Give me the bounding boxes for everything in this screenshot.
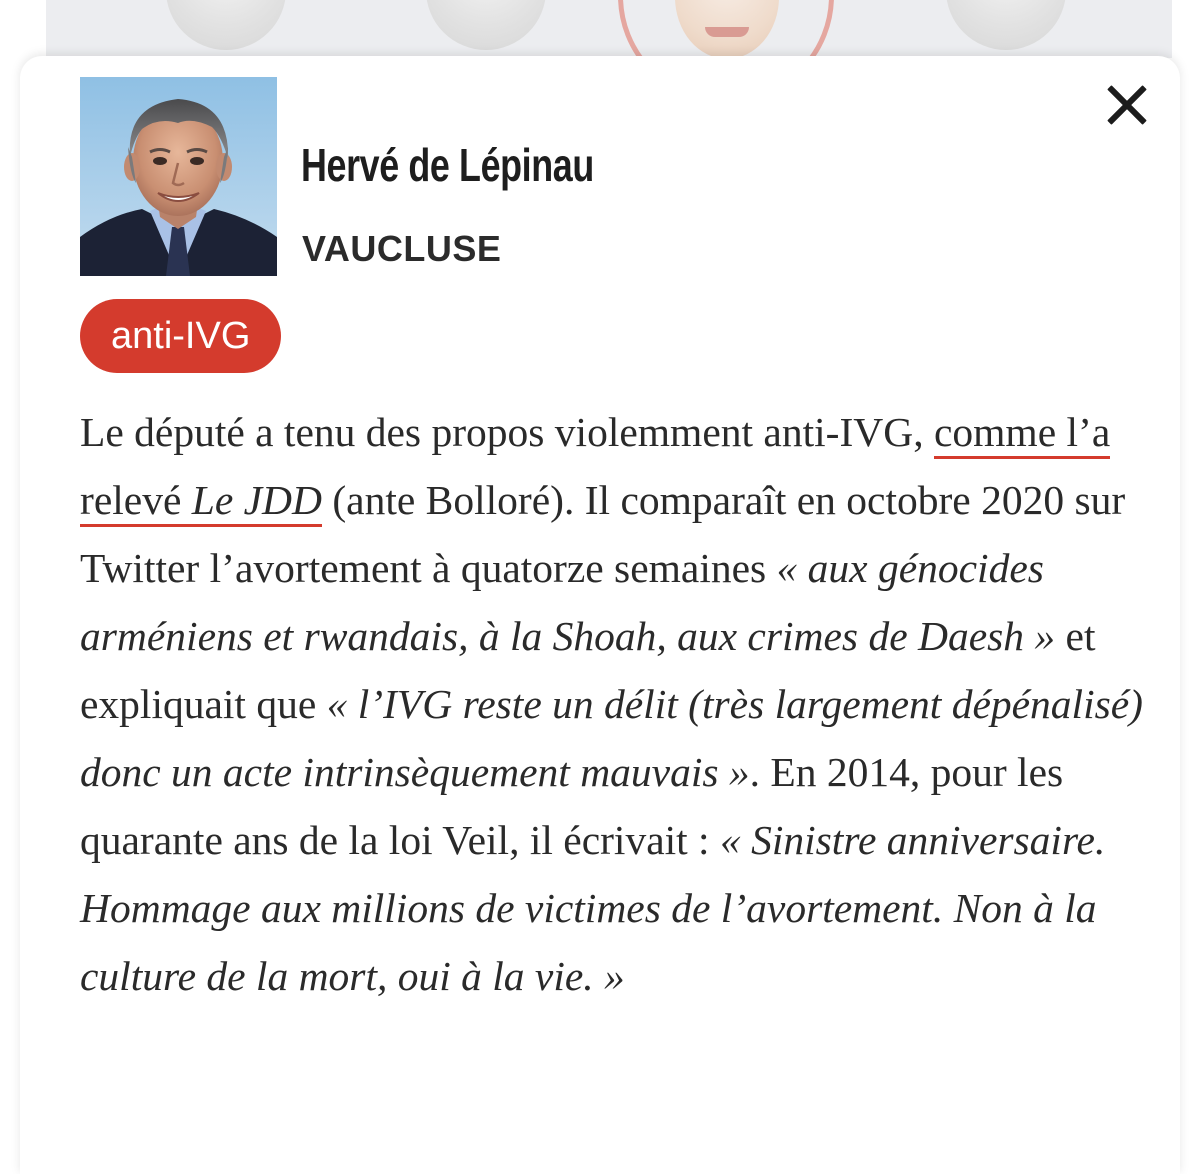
close-icon[interactable] — [1100, 78, 1154, 132]
article-text: et expliquait que — [80, 613, 1096, 727]
article-text: (ante Bolloré). Il comparaît en octobre 2020 sur Twitter l’avortement à quatorze semaines — [80, 477, 1126, 591]
status-badge: anti-IVG — [80, 299, 281, 373]
source-link-publication: Le JDD — [191, 477, 322, 523]
profile-name: Hervé de Lépinau — [301, 139, 594, 191]
background-portrait-selected — [618, 0, 834, 58]
profile-department: VAUCLUSE — [302, 228, 502, 269]
background-portrait-strip — [46, 0, 1172, 58]
article-text: Le député a tenu des propos violemment anti-IVG, — [80, 409, 934, 455]
quote-text: « aux génocides arméniens et rwandais, à la Shoah, aux crimes de Daesh » — [80, 545, 1056, 659]
article-paragraph — [80, 398, 1160, 1010]
quote-text: « Sinistre anniversaire. Hommage aux millions de victimes de l’avortement. Non à la culture de la mort, oui à la vie. » — [80, 817, 1106, 999]
article-text: . En 2014, pour les quarante ans de la loi Veil, il écrivait : — [80, 749, 1064, 863]
profile-modal — [20, 56, 1180, 1174]
avatar — [80, 77, 277, 276]
source-link-text: comme l’a relevé — [80, 409, 1111, 523]
background-portrait — [166, 0, 286, 50]
quote-text: « l’IVG reste un délit (très largement dépénalisé) donc un acte intrinsèquement mauvais » — [80, 681, 1143, 795]
background-portrait — [946, 0, 1066, 50]
background-portrait — [426, 0, 546, 50]
